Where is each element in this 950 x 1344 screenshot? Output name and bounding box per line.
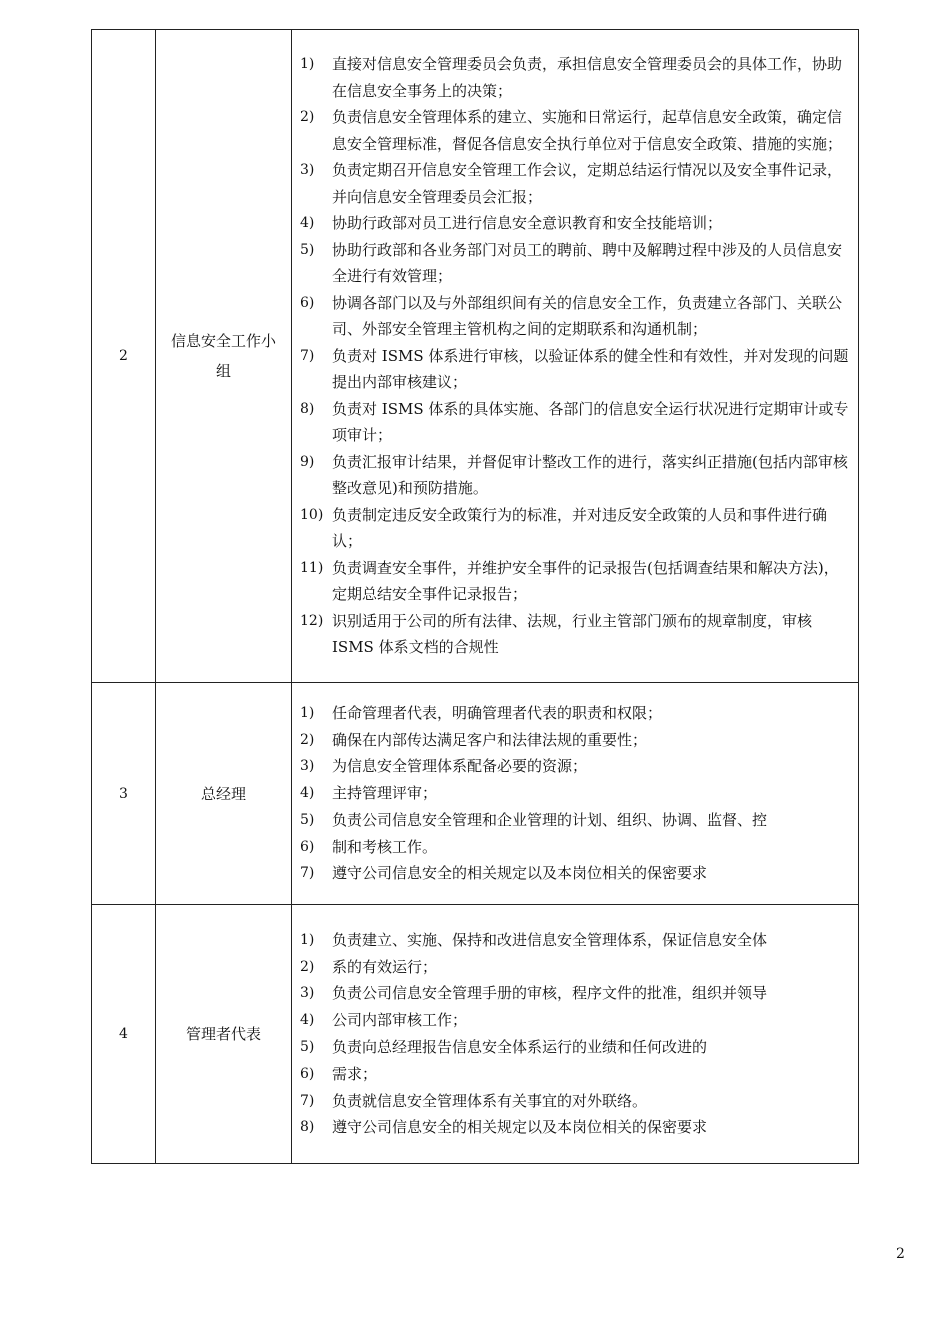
duty-item	[300, 1007, 850, 1034]
duty-item	[300, 157, 850, 210]
duty-item	[300, 980, 850, 1007]
duty-item	[300, 1061, 850, 1088]
duties-cell	[292, 683, 859, 905]
duty-item	[300, 1114, 850, 1141]
duty-item-text: 负责定期召开信息安全管理工作会议，定期总结运行情况以及安全事件记录，并向信息安全管理委员会汇报；	[332, 161, 843, 206]
duty-item-number: 11)	[300, 559, 324, 576]
row-number: 4	[92, 905, 156, 1164]
table-row	[92, 905, 859, 1164]
duty-item-text: 负责对 ISMS 体系进行审核，以验证体系的健全性和有效性，并对发现的问题提出内部审核建议；	[332, 346, 849, 392]
duty-item-text: 公司内部审核工作；	[332, 1011, 468, 1030]
duty-item-number: 5)	[300, 1039, 315, 1055]
duty-item-text: 主持管理评审；	[332, 784, 438, 803]
duty-item-text: 负责公司信息安全管理和企业管理的计划、组织、协调、监督、控	[332, 810, 768, 829]
duty-item	[300, 51, 850, 104]
responsibility-table	[91, 29, 859, 1164]
duties-cell	[292, 905, 859, 1164]
duty-item	[300, 396, 850, 449]
duty-item	[300, 502, 850, 555]
duty-item-text: 遵守公司信息安全的相关规定以及本岗位相关的保密要求	[332, 1118, 708, 1137]
duty-item	[300, 1088, 850, 1115]
duty-item-number: 12)	[300, 612, 324, 629]
duty-item-number: 9)	[300, 453, 315, 470]
duty-item-number: 3)	[300, 985, 315, 1002]
duty-item-text: 负责向总经理报告信息安全体系运行的业绩和任何改进的	[332, 1038, 708, 1056]
duty-item-number: 5)	[300, 811, 315, 828]
duty-item-text: 协助行政部和各业务部门对员工的聘前、聘中及解聘过程中涉及的人员信息安全进行有效管理；	[332, 240, 843, 286]
duty-item-number: 2)	[300, 109, 315, 126]
duty-item-text: 确保在内部传达满足客户和法律法规的重要性；	[332, 730, 648, 749]
duty-item-text: 协助行政部对员工进行信息安全意识教育和安全技能培训；	[332, 214, 723, 233]
duty-item-text: 识别适用于公司的所有法律、法规，行业主管部门颁布的规章制度，审核 ISMS 体系文档的合规性	[332, 611, 813, 657]
duty-item	[300, 807, 850, 834]
duty-item-text: 负责信息安全管理体系的建立、实施和日常运行，起草信息安全政策，确定信息安全管理标准，督促各信息安全执行单位对于信息安全政策、措施的实施；	[332, 108, 843, 153]
duty-item-text: 负责建立、实施、保持和改进信息安全管理体系，保证信息安全体	[332, 930, 768, 949]
duty-item	[300, 780, 850, 807]
duty-item	[300, 700, 850, 727]
duty-item	[300, 237, 850, 290]
page-number: 2	[896, 1246, 905, 1262]
role-name: 信息安全工作小组	[156, 30, 292, 683]
role-name: 总经理	[156, 683, 292, 905]
duty-item	[300, 753, 850, 780]
duty-item-number: 10)	[300, 506, 324, 523]
duty-item-number: 1)	[300, 56, 315, 73]
duty-item-number: 3)	[300, 162, 315, 179]
duty-item-text: 需求；	[332, 1064, 378, 1083]
duty-item	[300, 104, 850, 157]
duty-item	[300, 343, 850, 396]
duty-item-text: 为信息安全管理体系配备必要的资源；	[332, 757, 588, 776]
duty-item-text: 负责调查安全事件，并维护安全事件的记录报告(包括调查结果和解决方法)，定期总结安全事件记录报告；	[332, 558, 839, 604]
duty-item-number: 2)	[300, 958, 315, 975]
duty-item-number: 8)	[300, 400, 315, 417]
duty-item-text: 负责汇报审计结果，并督促审计整改工作的进行，落实纠正措施(包括内部审核整改意见)和预防措施。	[332, 452, 848, 498]
duty-item-number: 6)	[300, 838, 315, 855]
duties-cell	[292, 30, 859, 683]
role-name: 管理者代表	[156, 905, 292, 1164]
duty-item-text: 负责制定违反安全政策行为的标准，并对违反安全政策的人员和事件进行确认；	[332, 505, 828, 551]
duty-item-text: 负责对 ISMS 体系的具体实施、各部门的信息安全运行状况进行定期审计或专项审计；	[332, 399, 849, 445]
duty-item-text: 负责公司信息安全管理手册的审核，程序文件的批准，组织并领导	[332, 984, 768, 1003]
duty-item	[300, 860, 850, 887]
duty-item-number: 7)	[300, 1092, 315, 1109]
duty-item-number: 7)	[300, 347, 315, 364]
duty-item	[300, 290, 850, 343]
duty-item	[300, 927, 850, 954]
duty-item	[300, 210, 850, 237]
table-row	[92, 683, 859, 905]
duty-item-number: 7)	[300, 865, 315, 882]
duty-item	[300, 449, 850, 502]
duty-item-number: 6)	[300, 1065, 315, 1082]
duty-item-text: 负责就信息安全管理体系有关事宜的对外联络。	[332, 1091, 648, 1110]
duty-item-number: 3)	[300, 758, 315, 775]
duty-item	[300, 608, 850, 661]
duty-item-text: 制和考核工作。	[332, 837, 438, 856]
row-number: 2	[92, 30, 156, 683]
duty-item-number: 1)	[300, 704, 315, 721]
duty-item	[300, 555, 850, 608]
row-number: 3	[92, 683, 156, 905]
duty-item-number: 4)	[300, 785, 315, 802]
duty-item-text: 任命管理者代表，明确管理者代表的职责和权限；	[332, 703, 663, 722]
duty-item	[300, 954, 850, 981]
table-row	[92, 30, 859, 683]
duty-item-text: 系的有效运行；	[332, 957, 438, 976]
duty-item-number: 8)	[300, 1119, 315, 1136]
duty-item-number: 2)	[300, 731, 315, 748]
duty-item-number: 5)	[300, 241, 315, 258]
duty-item-number: 4)	[300, 1012, 315, 1029]
duty-item-text: 遵守公司信息安全的相关规定以及本岗位相关的保密要求	[332, 864, 708, 883]
duty-item-text: 协调各部门以及与外部组织间有关的信息安全工作，负责建立各部门、关联公司、外部安全管理主管机构之间的定期联系和沟通机制；	[332, 293, 843, 339]
duty-item	[300, 727, 850, 754]
duty-item-number: 1)	[300, 931, 315, 948]
duty-item-number: 6)	[300, 294, 315, 311]
duty-item-number: 4)	[300, 215, 315, 232]
duty-item	[300, 1034, 850, 1061]
duty-item-text: 直接对信息安全管理委员会负责，承担信息安全管理委员会的具体工作，协助在信息安全事务上的决策；	[332, 55, 843, 100]
duty-item	[300, 834, 850, 861]
